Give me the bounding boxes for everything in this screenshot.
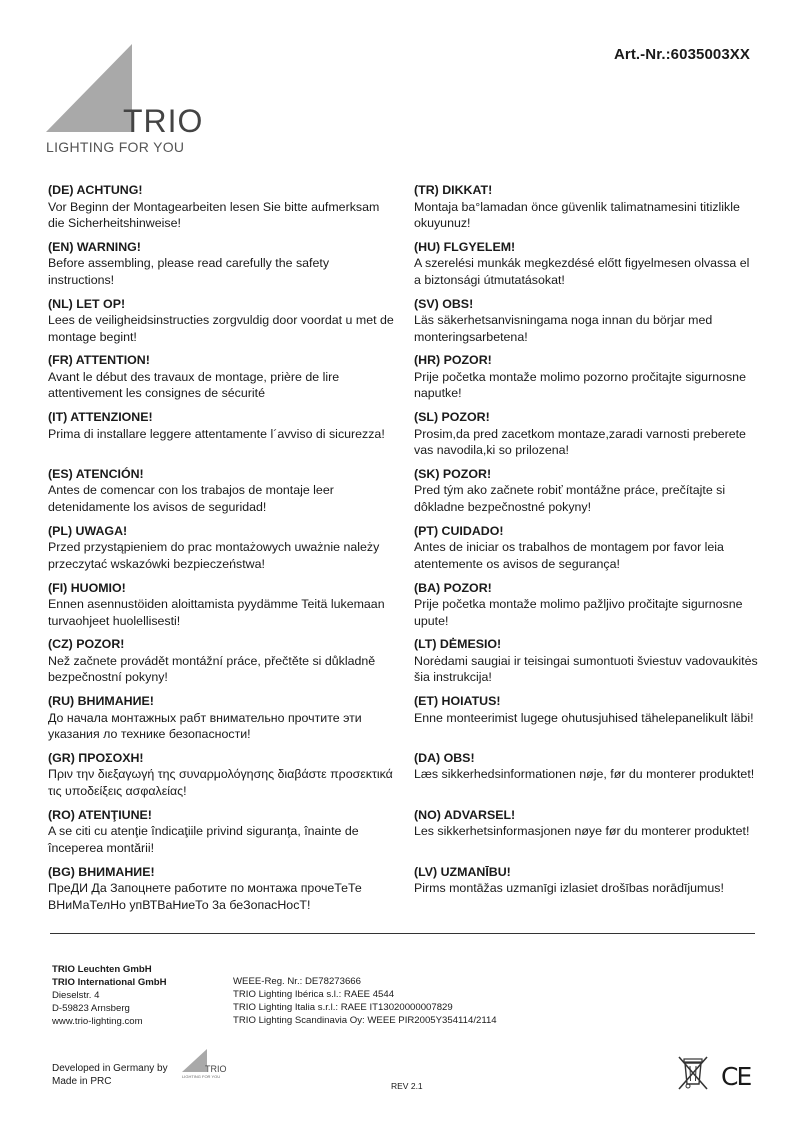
revision-number: REV 2.1 (391, 1081, 423, 1091)
company-address (52, 963, 167, 1028)
warning-bg (48, 864, 398, 921)
weee-line: WEEE-Reg. Nr.: DE78273666 (233, 976, 361, 987)
warnings-right-column (414, 182, 759, 920)
warning-text: Antes de comencar con los trabajos de montaje leer detenidamente los avisos de seguridad! (48, 483, 334, 514)
warning-no (414, 807, 759, 864)
footer-divider (50, 933, 755, 934)
company-name-line: TRIO International GmbH (52, 977, 167, 988)
trio-logo-small (182, 1049, 228, 1079)
warning-it (48, 409, 398, 466)
warning-et (414, 693, 759, 750)
warning-heading: (ES) ATENCIÓN! (48, 466, 144, 481)
address-line: Dieselstr. 4 (52, 990, 100, 1001)
logo-text: TRIO (123, 103, 204, 139)
warning-text: Les sikkerhetsinformasjonen nøye før du monterer produktet! (414, 824, 750, 839)
warning-lv (414, 864, 759, 921)
warning-text: Vor Beginn der Montagearbeiten lesen Sie bitte aufmerksam die Sicherheitshinweise! (48, 199, 380, 230)
company-name-line: TRIO Leuchten GmbH (52, 964, 152, 975)
warning-de (48, 182, 398, 239)
developed-in: Developed in Germany by (52, 1063, 168, 1074)
warning-tr (414, 182, 759, 239)
warning-fr (48, 352, 398, 409)
warning-text: Ennen asennustöiden aloittamista pyydämme Teitä lukemaan turvaohjeet huolellisesti! (48, 597, 385, 628)
warning-heading: (ET) HOIATUS! (414, 694, 501, 709)
warning-heading: (HU) FLGYELEM! (414, 239, 516, 254)
warning-heading: (DE) ACHTUNG! (48, 183, 143, 197)
warning-text: Prima di installare leggere attentamente l´avviso di sicurezza! (48, 426, 385, 441)
warning-ru (48, 693, 398, 750)
warning-text: Πριν την διεξαγωγή της συναρμολόγησης διαβάστε προσεκτικά τις υποδείξεις ασφαλείας! (48, 767, 393, 798)
warning-heading: (BG) ВНИМАНИЕ! (48, 864, 155, 879)
warning-heading: (EN) WARNING! (48, 239, 141, 254)
warning-heading: (DA) OBS! (414, 750, 475, 765)
warning-gr (48, 750, 398, 807)
warning-heading: (BA) POZOR! (414, 580, 492, 595)
warning-text: Norėdami saugiai ir teisingai sumontuoti šviestuv vadovaukitės šia instrukcija! (414, 653, 758, 685)
warning-text: Prosim,da pred zacetkom montaze,zaradi varnosti preberete vas navodila,ki so prilozena! (414, 426, 746, 458)
warning-heading: (LV) UZMANĪBU! (414, 864, 511, 879)
warning-heading: (NL) LET OP! (48, 296, 126, 311)
weee-line: TRIO Lighting Scandinavia Oy: WEEE PIR2005Y354114/2114 (233, 1015, 497, 1026)
warning-ba (414, 580, 759, 637)
weee-registration (233, 975, 497, 1027)
logo-triangle (182, 1049, 207, 1072)
warning-text: Antes de iniciar os trabalhos de montagem por favor leia atentemente os avisos de segurança! (414, 540, 724, 571)
warning-heading: (TR) DIKKAT! (414, 183, 493, 197)
weee-line: TRIO Lighting Italia s.r.l.: RAEE IT13020000007829 (233, 1002, 453, 1013)
warning-text: Lees de veiligheidsinstructies zorgvuldig door voordat u met de montage begint! (48, 313, 394, 344)
warning-text: Przed przystąpieniem do prac montażowych uważnie należy przeczytać wskazówki bezpieczeństwa! (48, 540, 380, 571)
warning-heading: (HR) POZOR! (414, 353, 492, 368)
warning-en (48, 239, 398, 296)
logo-tagline: LIGHTING FOR YOU (46, 139, 185, 155)
warning-heading: (GR) ΠΡΟΣΟΧΗ! (48, 750, 144, 765)
warning-heading: (FR) ATTENTION! (48, 353, 150, 368)
warning-text: Pred tým ako začnete robiť montážne práce, prečítajte si dôkladne bezpečnostné pokyny! (414, 483, 726, 514)
warning-heading: (NO) ADVARSEL! (414, 807, 516, 822)
warning-heading: (IT) ATTENZIONE! (48, 410, 153, 425)
warning-text: Prije početka montaže molimo pozorno pročitajte sigurnosne naputke! (414, 369, 746, 401)
warning-hr (414, 352, 759, 409)
warning-text: Avant le début des travaux de montage, prière de lire attentivement les consignes de sécurité (48, 369, 340, 401)
warning-fi (48, 580, 398, 637)
warning-pl (48, 523, 398, 580)
warning-text: Enne monteerimist lugege ohutusjuhised tähelepanelikult läbi! (414, 710, 754, 725)
warning-text: Læs sikkerhedsinformationen nøje, før du monterer produktet! (414, 767, 755, 782)
weee-line: TRIO Lighting Ibérica s.l.: RAEE 4544 (233, 989, 395, 1000)
warning-heading: (SK) POZOR! (414, 466, 492, 481)
warning-text: A szerelési munkák megkezdésé előtt figyelmesen olvassa el a biztonsági útmutatásokat! (414, 256, 750, 287)
warning-heading: (PT) CUIDADO! (414, 523, 504, 538)
website-line: www.trio-lighting.com (52, 1016, 143, 1027)
warning-hu (414, 239, 759, 296)
ce-mark-icon: CE (721, 1062, 751, 1091)
warning-heading: (FI) HUOMIO! (48, 580, 126, 595)
warning-text: До начала монтажных рабт внимательно прочтите эти указания ло технике безопасности! (48, 710, 362, 742)
logo-tagline: LIGHTING FOR YOU (182, 1074, 221, 1079)
warning-text: Before assembling, please read carefully the safety instructions! (48, 256, 330, 287)
warning-text: A se citi cu atenţie îndicaţiile privind siguranţa, înainte de începerea montării! (48, 824, 359, 855)
made-in: Made in PRC (52, 1076, 112, 1087)
warning-nl (48, 296, 398, 353)
weee-crossed-bin-icon (676, 1055, 710, 1091)
warning-da (414, 750, 759, 807)
warning-text: Montaja ba°lamadan önce güvenlik talimatnamesini titizlikle okuyunuz! (414, 199, 740, 230)
warning-text: ПреДИ Да Запоцнете работите по монтажа прочеТеТе ВНиМаТелНо упВТВаНиеТо 3а беЗопасНосТ! (48, 881, 362, 912)
warning-cz (48, 636, 398, 693)
warning-heading: (SL) POZOR! (414, 410, 490, 425)
logo-triangle (46, 44, 132, 132)
warning-pt (414, 523, 759, 580)
origin-info (52, 1062, 168, 1088)
warning-text: Läs säkerhetsanvisningama noga innan du börjar med monteringsarbetena! (414, 313, 713, 344)
warning-sv (414, 296, 759, 353)
warning-text: Než začnete provádět montážní práce, přečtěte si důkladně bezpečnostní pokyny! (48, 653, 376, 685)
warning-heading: (CZ) POZOR! (48, 637, 125, 652)
warning-heading: (SV) OBS! (414, 296, 474, 311)
warning-heading: (RO) ATENŢIUNE! (48, 807, 152, 822)
logo-text: TRIO (205, 1064, 227, 1074)
warnings-left-column (48, 182, 398, 920)
warning-sk (414, 466, 759, 523)
warning-heading: (LT) DĖMESIO! (414, 637, 502, 652)
warning-lt (414, 636, 759, 693)
trio-logo (46, 44, 206, 156)
article-number: Art.-Nr.:6035003XX (613, 46, 750, 63)
warning-heading: (PL) UWAGA! (48, 523, 128, 538)
warning-ro (48, 807, 398, 864)
warning-es (48, 466, 398, 523)
address-line: D-59823 Arnsberg (52, 1003, 130, 1014)
warning-heading: (RU) ВНИМАНИЕ! (48, 694, 154, 709)
warning-sl (414, 409, 759, 466)
warning-text: Prije početka montaže molimo pažljivo pročitajte sigurnosne upute! (414, 597, 743, 628)
warning-text: Pirms montāžas uzmanīgi izlasiet drošības norādījumus! (414, 881, 724, 896)
